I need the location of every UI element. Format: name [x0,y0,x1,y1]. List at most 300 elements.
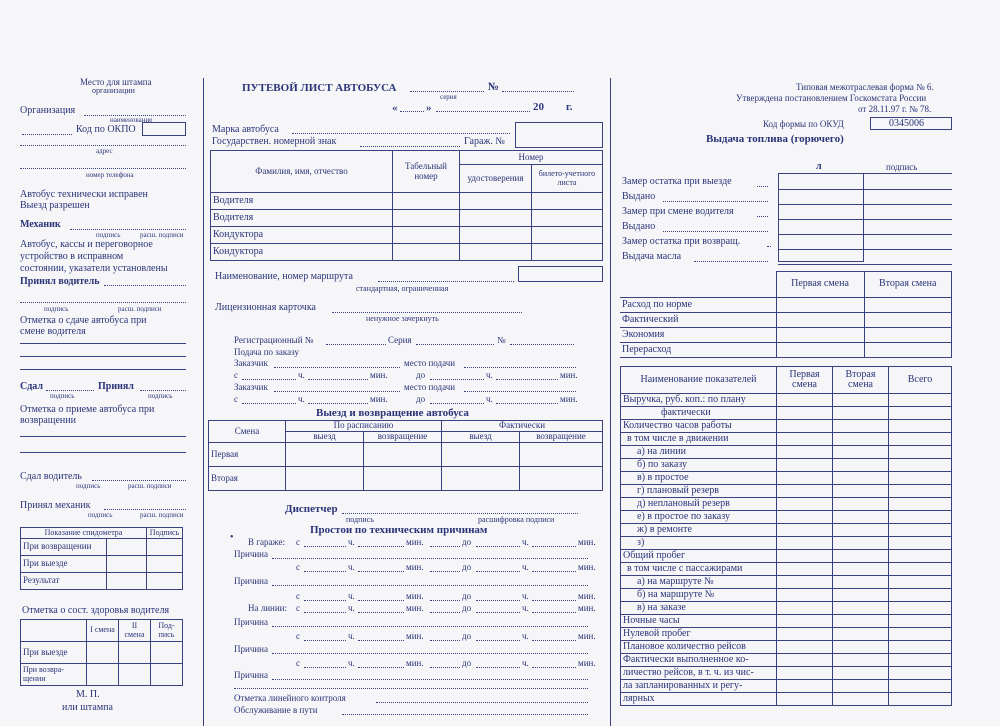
ind-cell[interactable] [777,524,833,537]
route-box[interactable] [518,266,603,282]
reason-label: Причина [234,549,268,559]
fuel-row-line[interactable] [778,234,952,235]
shift-cell[interactable] [776,343,864,358]
ind-cell[interactable] [833,407,889,420]
ind-cell[interactable] [777,511,833,524]
exit-cell[interactable] [364,443,442,467]
reg-series-label: Серия [388,335,412,345]
health-cell[interactable] [119,664,151,686]
gave-driver-field[interactable] [92,480,186,481]
speedometer-cell[interactable] [147,573,183,590]
speedometer-signature-header: Подпись [147,528,183,539]
crew-cell[interactable] [393,210,460,227]
ind-cell[interactable] [833,420,889,433]
health-cell[interactable] [87,664,119,686]
from-label: с [296,603,300,613]
shift-cell[interactable] [864,328,952,343]
ind-cell[interactable] [833,459,889,472]
ind-cell[interactable] [833,394,889,407]
ind-cell[interactable] [889,511,952,524]
health-cell[interactable] [87,642,119,664]
organization-label: Организация [20,105,76,116]
reg-field[interactable] [326,344,386,345]
gave-driver-decode-caption: расш. подписи [128,482,172,490]
ind-cell[interactable] [777,407,833,420]
to-label: до [416,370,426,380]
stamp-place-label-2: организации [92,86,135,95]
ind-cell[interactable] [777,654,833,667]
crew-ticket-header: билето-учетного листа [532,165,603,193]
speedometer-cell[interactable] [107,539,147,556]
from-hour-field[interactable] [304,612,346,613]
reason-field[interactable] [272,558,588,559]
ind-cell[interactable] [777,420,833,433]
speedometer-cell[interactable] [147,556,183,573]
fuel-sig-header: подпись [886,162,918,172]
organization-field-2[interactable] [22,134,72,135]
to-label: до [462,658,472,668]
ind-cell[interactable] [833,693,889,706]
to-min-field[interactable] [532,667,576,668]
ind-cell[interactable] [833,602,889,615]
ind-row [621,693,952,706]
shift-cell[interactable] [776,313,864,328]
plate-field[interactable] [360,146,460,147]
hour-label: ч. [522,591,529,601]
shift-cell[interactable] [776,328,864,343]
crew-cell[interactable] [532,210,603,227]
ind-cell[interactable] [889,498,952,511]
crew-cell[interactable] [532,227,603,244]
place-field[interactable] [464,391,576,392]
min-label: мин. [370,394,388,404]
ind-cell[interactable] [833,498,889,511]
dispatcher-field[interactable] [342,513,578,514]
ind-cell[interactable] [889,485,952,498]
min-label: мин. [578,603,596,613]
health-title: Отметка о сост. здоровья водителя [22,605,170,616]
ind-cell[interactable] [777,641,833,654]
reason-field-extra[interactable] [234,688,588,689]
reason-label: Причина [234,644,268,654]
hour-label: ч. [298,370,305,380]
license-field[interactable] [332,312,522,313]
exit-cell[interactable] [520,467,603,491]
ind-row-label: в том числе с пассажирами [621,563,777,576]
shift-second-header: Вторая смена [864,272,952,298]
ind-cell[interactable] [833,485,889,498]
plate-label: Государствен. номерной знак [212,136,337,147]
crew-cell[interactable] [460,227,532,244]
ind-row [621,615,952,628]
ind-cell[interactable] [777,667,833,680]
route-field[interactable] [378,281,514,282]
speedometer-cell[interactable] [147,539,183,556]
ind-cell[interactable] [777,693,833,706]
accepted-driver-field-2[interactable] [20,302,186,303]
number-sign: № [488,81,500,93]
fuel-row-label: Замер при смене водителя [622,206,734,217]
okpo-label: Код по ОКПО [76,124,136,135]
reason-field[interactable] [272,585,588,586]
customer-field[interactable] [274,391,400,392]
to-label: до [462,562,472,572]
crew-cell[interactable] [393,193,460,210]
from-min-field[interactable] [358,546,404,547]
return-line-1[interactable] [20,436,186,437]
ind-cell[interactable] [889,654,952,667]
ind-name-header: Наименование показателей [621,367,777,394]
accepted-driver-field[interactable] [104,285,186,286]
bus-ok-label: Автобус технически исправен [20,189,148,200]
handover-line-1[interactable] [20,343,186,344]
from-label: с [296,631,300,641]
ind-cell[interactable] [833,537,889,550]
from-label: с [296,562,300,572]
reason-field[interactable] [272,653,588,654]
health-header: Под-пись [151,620,183,642]
crew-number-header: Номер [460,151,603,165]
shift-cell[interactable] [864,313,952,328]
ind-row-label: г) плановый резерв [621,485,777,498]
ind-cell[interactable] [889,589,952,602]
exit-cell[interactable] [442,443,520,467]
month-field[interactable] [436,111,530,112]
ind-row [621,524,952,537]
ind-cell[interactable] [833,576,889,589]
brand-field[interactable] [292,133,510,134]
ind-cell[interactable] [833,550,889,563]
ind-cell[interactable] [889,693,952,706]
series-field[interactable] [410,91,484,92]
return-note-1: Отметка о приеме автобуса при [20,404,155,415]
ind-cell[interactable] [889,680,952,693]
exit-cell[interactable] [286,443,364,467]
ind-cell[interactable] [833,433,889,446]
to-min-field[interactable] [532,571,576,572]
health-cell[interactable] [151,664,183,686]
exit-cell[interactable] [442,467,520,491]
hour-label: ч. [486,370,493,380]
accepted-field[interactable] [140,390,186,391]
to-hour-field[interactable] [476,600,520,601]
reason-field[interactable] [272,679,588,680]
ind-row [621,641,952,654]
gap-field[interactable] [430,667,460,668]
ind-cell[interactable] [777,576,833,589]
ind-cell[interactable] [889,394,952,407]
ind-cell[interactable] [777,433,833,446]
to-hour-field[interactable] [476,612,520,613]
fuel-row-line[interactable] [778,249,952,250]
ind-cell[interactable] [833,615,889,628]
min-label: мин. [578,631,596,641]
crew-cell[interactable] [460,244,532,261]
okpo-input[interactable] [142,122,186,136]
ind-row-label: в) на заказе [621,602,777,615]
reason-label: Причина [234,670,268,680]
dispatcher-decode-caption: расшифровка подписи [478,515,555,524]
crew-cell[interactable] [393,227,460,244]
min-label: мин. [406,537,424,547]
exit-sched-return-header: возвращение [364,432,442,443]
name-caption: наименование [110,116,153,124]
ind-cell[interactable] [889,563,952,576]
from-min-field[interactable] [358,600,404,601]
exit-act-return-header: возвращение [520,432,603,443]
service-label: Обслуживание в пути [234,705,318,715]
ind-cell[interactable] [833,511,889,524]
from-min-field[interactable] [358,571,404,572]
year-label: 20 [533,101,544,113]
ind-row-label: в) в простое [621,472,777,485]
mechanic-decode-caption: расш. подписи [140,231,184,239]
ind-cell[interactable] [889,524,952,537]
from-min-field[interactable] [308,403,368,404]
speedometer-table [20,527,183,590]
crew-cell[interactable] [460,210,532,227]
to-label: до [462,591,472,601]
to-min-field[interactable] [532,640,576,641]
from-hour-field[interactable] [304,667,346,668]
mechanic-signature-field[interactable] [70,229,186,230]
reg-no-label: № [497,335,506,345]
to-hour-field[interactable] [476,640,520,641]
ind-row-label: Ночные часы [621,615,777,628]
to-hour-field[interactable] [476,571,520,572]
ind-row-label: Нулевой пробег [621,628,777,641]
from-hour-field[interactable] [242,403,296,404]
ind-cell[interactable] [833,628,889,641]
exit-cell[interactable] [364,467,442,491]
shift-cell[interactable] [776,298,864,313]
ind-cell[interactable] [889,628,952,641]
equipment-line-2: устройство в исправном [20,251,124,262]
from-hour-field[interactable] [242,379,296,380]
ind-cell[interactable] [833,654,889,667]
reason-label: Причина [234,576,268,586]
accepted-mechanic-sig-caption: подпись [88,511,113,519]
exit-cell[interactable] [286,467,364,491]
ind-cell[interactable] [777,394,833,407]
ind-cell[interactable] [833,589,889,602]
accepted-driver-label: Принял водитель [20,276,100,287]
fuel-row-label: Выдача масла [622,251,682,262]
ind-cell[interactable] [833,667,889,680]
crew-row-label: Водителя [211,210,393,227]
to-hour-field[interactable] [430,403,484,404]
ind-cell[interactable] [777,680,833,693]
place-label: место подачи [404,382,456,392]
ind-cell[interactable] [777,485,833,498]
from-hour-field[interactable] [304,640,346,641]
ind-cell[interactable] [833,563,889,576]
fuel-row-line[interactable] [778,219,952,220]
ind-row-label: Плановое количество рейсов [621,641,777,654]
bullet: • [230,532,234,543]
speedometer-cell[interactable] [107,573,147,590]
health-cell[interactable] [119,642,151,664]
reg-series-field[interactable] [416,344,494,345]
hour-label: ч. [348,631,355,641]
health-header: I смена [87,620,119,642]
reason-field[interactable] [272,626,588,627]
shift-cell[interactable] [864,298,952,313]
ind-cell[interactable] [833,680,889,693]
handover-line-3[interactable] [20,369,186,370]
ind-cell[interactable] [777,550,833,563]
health-header: II смена [119,620,151,642]
customer-field[interactable] [274,367,400,368]
brand-box[interactable] [515,122,603,148]
to-hour-field[interactable] [476,667,520,668]
ind-row [621,407,952,420]
service-field[interactable] [342,714,588,715]
reg-no-field[interactable] [510,344,574,345]
date-open: « [392,102,398,114]
health-row-label: При выезде [21,642,87,664]
fuel-row-line[interactable] [778,189,952,190]
ind-cell[interactable] [777,537,833,550]
crew-row-label: Водителя [211,193,393,210]
ind-cell[interactable] [889,459,952,472]
hour-label: ч. [486,394,493,404]
ind-row [621,459,952,472]
health-row-label: При возвра-щении [21,664,87,686]
speedometer-cell[interactable] [107,556,147,573]
ind-cell[interactable] [889,446,952,459]
phone-field[interactable] [20,168,186,169]
gap-field[interactable] [430,546,460,547]
to-min-field[interactable] [532,600,576,601]
exit-cell[interactable] [520,443,603,467]
ind-cell[interactable] [889,420,952,433]
ind-row [621,394,952,407]
shift-cell[interactable] [864,343,952,358]
ind-row [621,550,952,563]
ind-cell[interactable] [777,498,833,511]
to-min-field[interactable] [532,546,576,547]
ind-cell[interactable] [833,472,889,485]
day-field[interactable] [400,111,424,112]
accepted-mechanic-label: Принял механик [20,500,91,511]
ind-cell[interactable] [833,641,889,654]
place-field[interactable] [464,367,576,368]
ind-cell[interactable] [889,576,952,589]
series-caption: серия [440,93,457,101]
from-hour-field[interactable] [304,600,346,601]
ind-cell[interactable] [889,472,952,485]
crew-cell[interactable] [460,193,532,210]
driver-sig-caption: подпись [44,305,69,313]
to-min-field[interactable] [496,403,558,404]
equipment-line-1: Автобус, кассы и переговорное [20,239,153,250]
ind-cell[interactable] [777,602,833,615]
min-label: мин. [578,537,596,547]
from-min-field[interactable] [358,612,404,613]
fuel-row-leader [663,231,768,232]
hour-label: ч. [348,537,355,547]
ind-cell[interactable] [777,589,833,602]
gave-field[interactable] [46,390,94,391]
fuel-row-label: Выдано [622,191,656,202]
ind-cell[interactable] [889,433,952,446]
gave-label: Сдал [20,381,43,392]
min-label: мин. [578,591,596,601]
hour-label: ч. [522,537,529,547]
fuel-row-leader [663,201,768,202]
line-control-field[interactable] [376,702,588,703]
hour-label: ч. [348,562,355,572]
gap-field[interactable] [430,612,460,613]
ind-cell[interactable] [889,550,952,563]
to-hour-field[interactable] [476,546,520,547]
to-hour-field[interactable] [430,379,484,380]
fuel-row-line[interactable] [778,204,952,205]
ind-row [621,433,952,446]
from-min-field[interactable] [358,640,404,641]
brand-label: Марка автобуса [212,124,279,135]
ind-cell[interactable] [889,667,952,680]
to-min-field[interactable] [532,612,576,613]
exit-allowed-label: Выезд разрешен [20,200,90,211]
crew-cell[interactable] [532,193,603,210]
ind-cell[interactable] [889,407,952,420]
ind-cell[interactable] [833,446,889,459]
to-min-field[interactable] [496,379,558,380]
ind-cell[interactable] [777,563,833,576]
ind-cell[interactable] [889,537,952,550]
gap-field[interactable] [430,600,460,601]
health-cell[interactable] [151,642,183,664]
gap-field[interactable] [430,640,460,641]
ind-cell[interactable] [889,641,952,654]
address-field[interactable] [20,145,186,146]
crew-cell[interactable] [393,244,460,261]
min-label: мин. [406,562,424,572]
ind-second-header: Вторая смена [833,367,889,394]
ind-cell[interactable] [777,459,833,472]
ind-cell[interactable] [777,446,833,459]
from-min-field[interactable] [308,379,368,380]
ind-cell[interactable] [833,524,889,537]
handover-line-2[interactable] [20,356,186,357]
address-caption: адрес [96,147,113,155]
ind-cell[interactable] [889,615,952,628]
from-hour-field[interactable] [304,546,346,547]
crew-row-label: Кондуктора [211,244,393,261]
fuel-row-line[interactable] [778,264,952,265]
crew-cell[interactable] [532,244,603,261]
accepted-mechanic-field[interactable] [104,509,186,510]
from-min-field[interactable] [358,667,404,668]
date-close: » [426,102,432,114]
ind-row [621,680,952,693]
ind-cell[interactable] [777,628,833,641]
min-label: мин. [370,370,388,380]
ind-total-header: Всего [889,367,952,394]
customer-label: Заказчик [234,382,268,392]
ind-row-label: а) на маршруте № [621,576,777,589]
ind-cell[interactable] [889,602,952,615]
ind-cell[interactable] [777,472,833,485]
from-hour-field[interactable] [304,571,346,572]
number-field[interactable] [502,91,574,92]
return-line-2[interactable] [20,452,186,453]
ind-cell[interactable] [777,615,833,628]
garage-label: Гараж. № [464,136,505,147]
gap-field[interactable] [430,571,460,572]
